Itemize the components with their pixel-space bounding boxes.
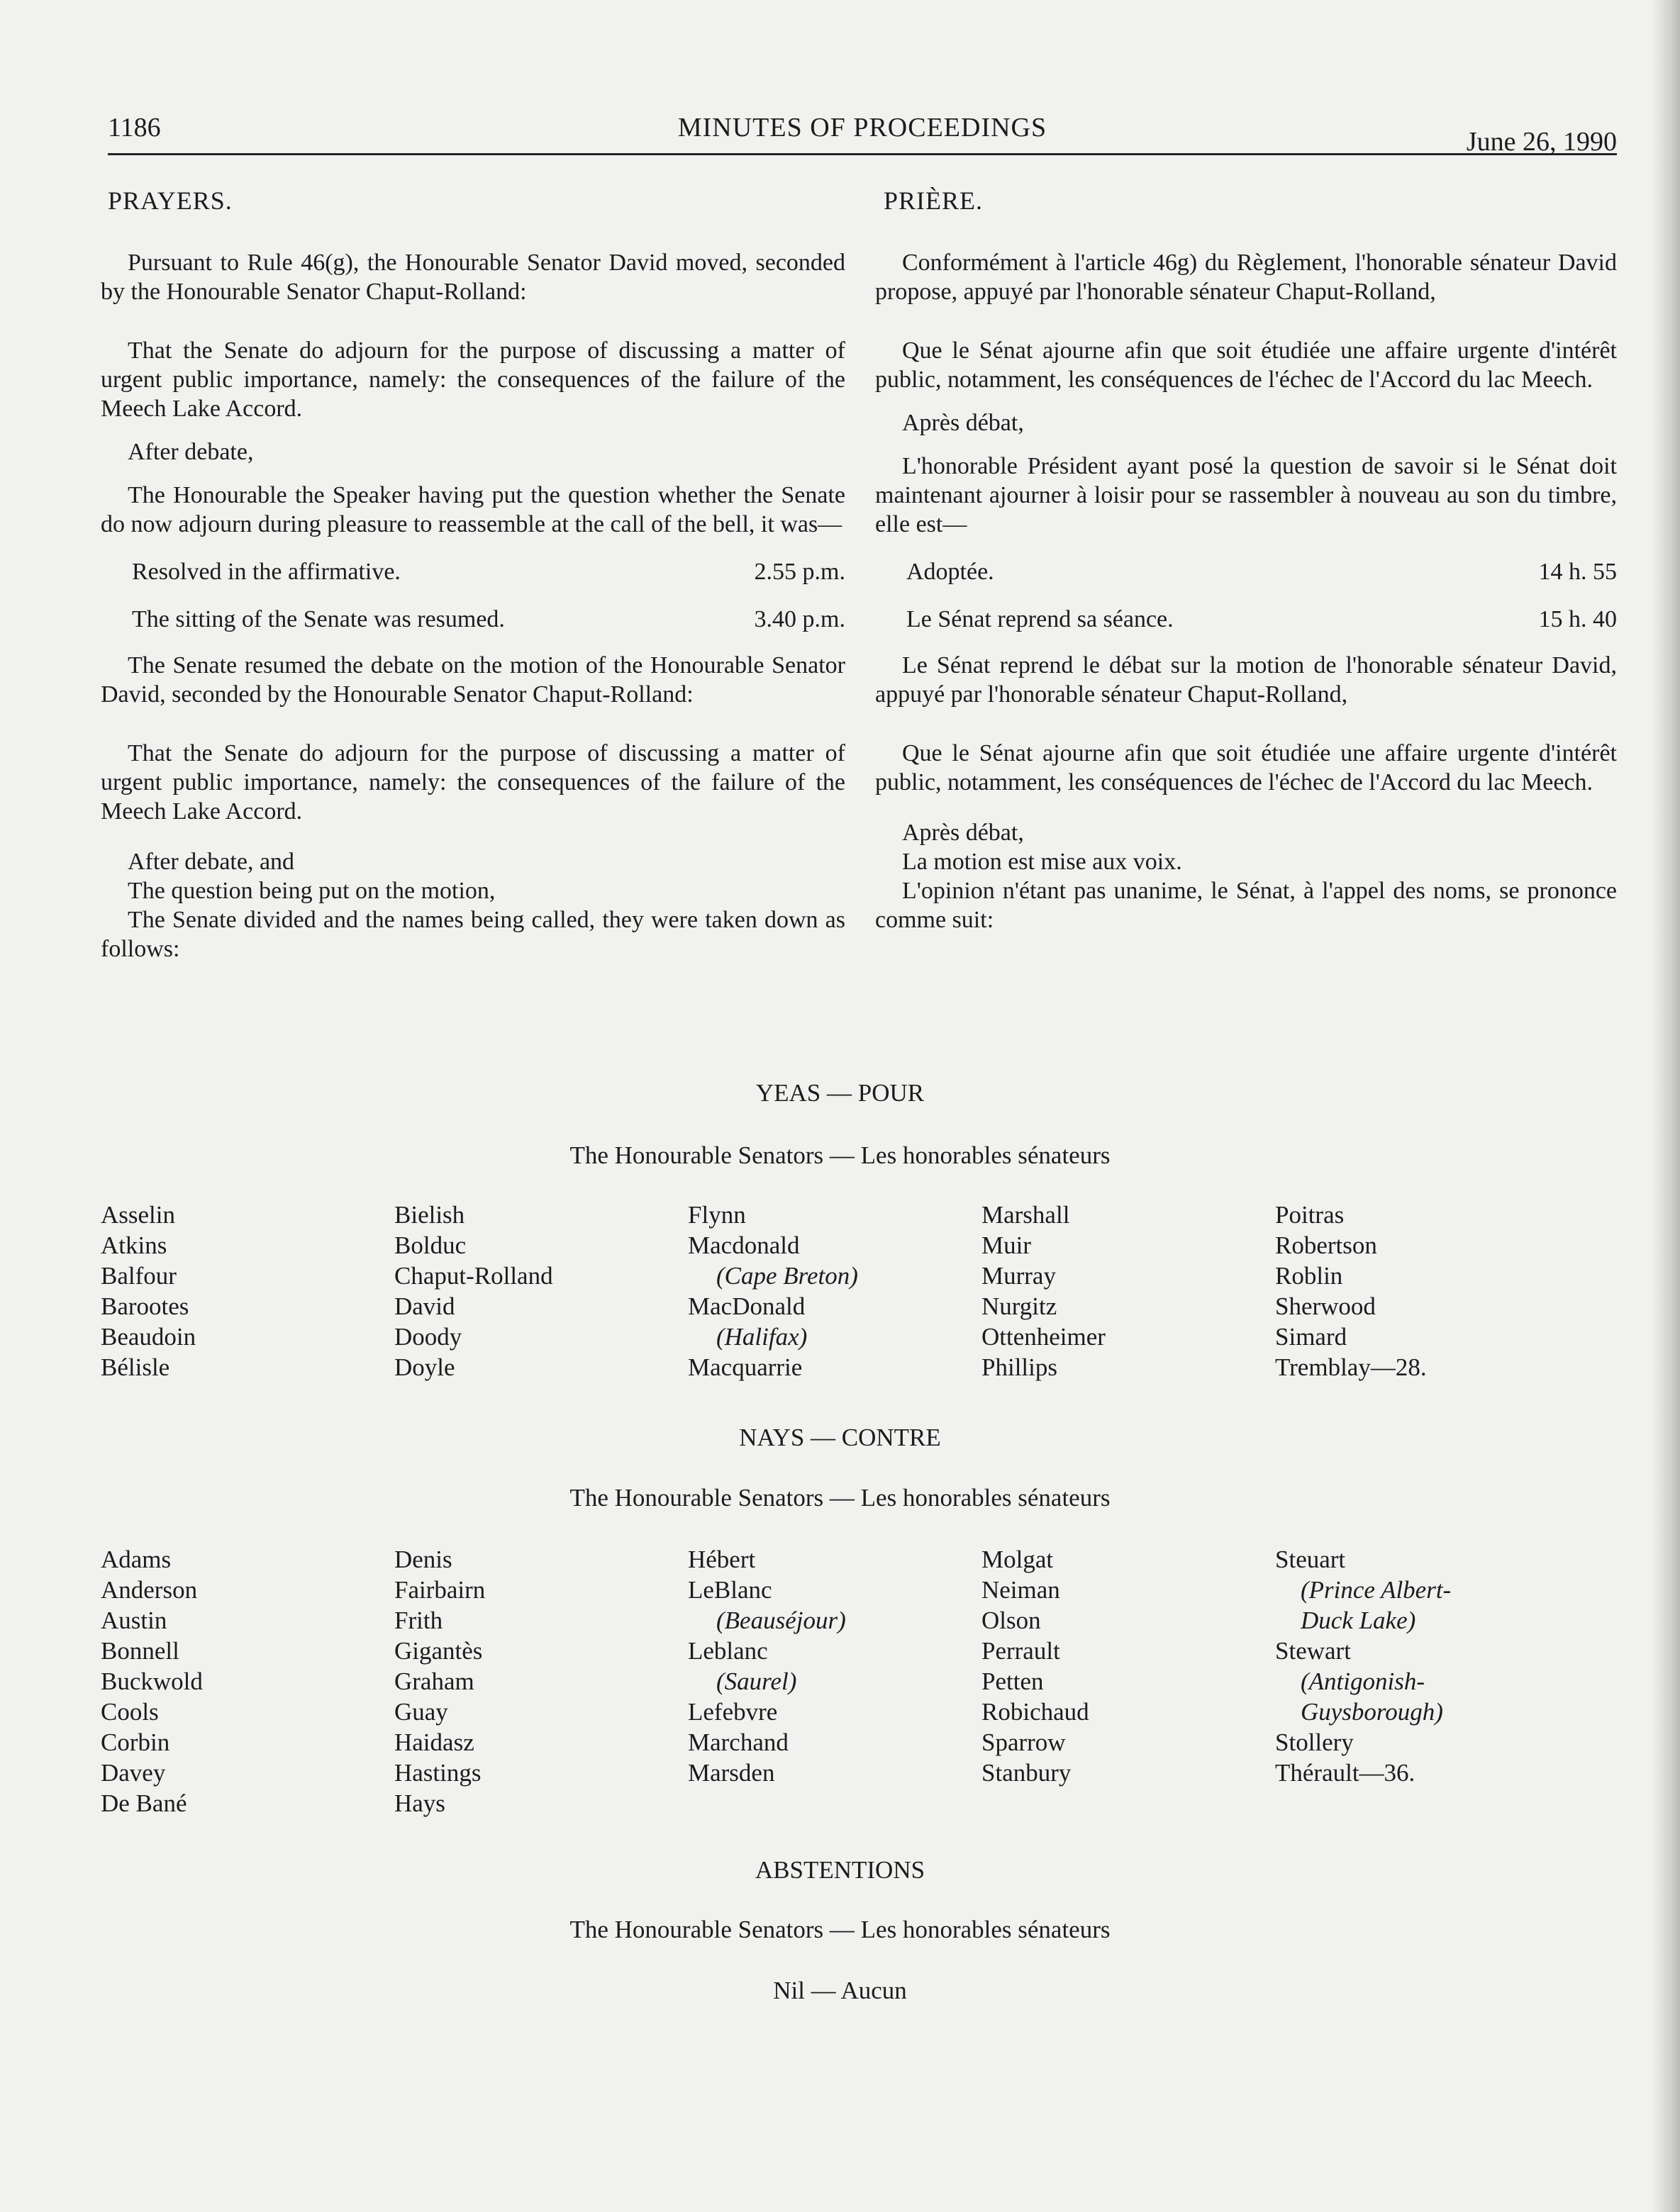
page-number: 1186 bbox=[108, 113, 161, 143]
senator-name: Olson bbox=[981, 1607, 1041, 1634]
senator-name: Petten bbox=[981, 1668, 1044, 1695]
senator-name: Atkins bbox=[101, 1231, 167, 1259]
french-heading: PRIÈRE. bbox=[884, 186, 984, 215]
yeas-title: YEAS — POUR bbox=[755, 1079, 925, 1107]
senator-name: Robertson bbox=[1275, 1231, 1377, 1259]
senator-name: Balfour bbox=[101, 1262, 177, 1290]
en-para-2: That the Senate do adjourn for the purpose of discussing a matter of urgent public importance, namely: the consequences of the failure of the Meech Lake Accord. bbox=[101, 337, 845, 422]
senator-name: Hébert bbox=[688, 1546, 756, 1573]
senator-name: Bélisle bbox=[101, 1353, 170, 1381]
fr-para-3: Après débat, bbox=[902, 410, 1024, 436]
senator-name: Adams bbox=[101, 1546, 172, 1573]
en-resolved-row bbox=[101, 557, 845, 586]
en-line-1: After debate, and bbox=[128, 849, 295, 875]
senator-name: Muir bbox=[981, 1231, 1031, 1259]
nays-title: NAYS — CONTRE bbox=[739, 1424, 941, 1451]
nays-name-grid bbox=[101, 1544, 1618, 1819]
abstentions-value: Nil — Aucun bbox=[773, 1977, 907, 2004]
nays-column-5 bbox=[1275, 1544, 1569, 1819]
fr-resumed-row bbox=[875, 605, 1617, 634]
senator-riding: Guysborough) bbox=[1301, 1698, 1443, 1726]
fr-line-1: Après débat, bbox=[902, 820, 1024, 846]
fr-line-2: La motion est mise aux voix. bbox=[902, 849, 1182, 875]
senator-name: Bielish bbox=[394, 1201, 465, 1229]
nays-column-2 bbox=[394, 1544, 688, 1819]
en-resumed: The sitting of the Senate was resumed. bbox=[132, 606, 505, 632]
senator-riding: Duck Lake) bbox=[1301, 1607, 1416, 1634]
senator-riding: (Beauséjour) bbox=[716, 1607, 846, 1634]
fr-resumed: Le Sénat reprend sa séance. bbox=[906, 606, 1174, 632]
senator-riding: (Saurel) bbox=[716, 1668, 797, 1695]
fr-para-1: Conformément à l'article 46g) du Règlement, l'honorable sénateur David propose, appuyé par l'honorable sénateur Chaput-Rolland, bbox=[875, 250, 1617, 305]
senator-name: Lefebvre bbox=[688, 1698, 778, 1726]
senator-name: Steuart bbox=[1275, 1546, 1346, 1573]
senator-name: Hays bbox=[394, 1789, 445, 1817]
senator-name: Doody bbox=[394, 1323, 462, 1351]
page-title: MINUTES OF PROCEEDINGS bbox=[677, 113, 1047, 143]
en-resolved: Resolved in the affirmative. bbox=[132, 559, 401, 585]
fr-resolved: Adoptée. bbox=[906, 559, 994, 585]
fr-para-6: Que le Sénat ajourne afin que soit étudiée une affaire urgente d'intérêt public, notamment, les conséquences de l'échec de l'Accord du lac Meech. bbox=[875, 740, 1617, 795]
senator-name: Sparrow bbox=[981, 1728, 1066, 1756]
en-line-3: The Senate divided and the names being called, they were taken down as follows: bbox=[101, 907, 845, 962]
yeas-column-1 bbox=[101, 1200, 394, 1382]
yeas-column-5 bbox=[1275, 1200, 1569, 1382]
senator-name: Haidasz bbox=[394, 1728, 474, 1756]
senator-name: Doyle bbox=[394, 1353, 455, 1381]
page-date: June 26, 1990 bbox=[1466, 127, 1617, 157]
fr-line-3: L'opinion n'étant pas unanime, le Sénat, à l'appel des noms, se prononce comme suit: bbox=[875, 878, 1617, 933]
senator-name: David bbox=[394, 1292, 455, 1320]
senator-name: Leblanc bbox=[688, 1637, 768, 1665]
senator-name: Asselin bbox=[101, 1201, 175, 1229]
senator-name: Bolduc bbox=[394, 1231, 467, 1259]
fr-resumed-time: 15 h. 40 bbox=[1538, 606, 1617, 632]
senator-name: De Bané bbox=[101, 1789, 187, 1817]
fr-para-4: L'honorable Président ayant posé la question de savoir si le Sénat doit maintenant ajourner à loisir pour se rassembler à nouveau au son du timbre, elle est— bbox=[875, 453, 1617, 537]
senator-name: Cools bbox=[101, 1698, 159, 1726]
senator-name: Fairbairn bbox=[394, 1576, 486, 1604]
senator-name: Stollery bbox=[1275, 1728, 1354, 1756]
senator-name: Perrault bbox=[981, 1637, 1060, 1665]
french-column bbox=[875, 248, 1617, 934]
senator-name: Austin bbox=[101, 1607, 167, 1634]
nays-column-1 bbox=[101, 1544, 394, 1819]
senator-name: Macquarrie bbox=[688, 1353, 803, 1381]
senator-name: Tremblay—28. bbox=[1275, 1353, 1427, 1381]
senator-name: Robichaud bbox=[981, 1698, 1089, 1726]
english-heading: PRAYERS. bbox=[108, 186, 233, 215]
senator-riding: (Cape Breton) bbox=[716, 1262, 858, 1290]
senator-name: Guay bbox=[394, 1698, 448, 1726]
nays-column-4 bbox=[981, 1544, 1275, 1819]
en-para-4: The Honourable the Speaker having put the question whether the Senate do now adjourn during pleasure to reassemble at the call of the bell, it was— bbox=[101, 482, 845, 537]
senator-name: Hastings bbox=[394, 1759, 482, 1787]
senator-name: Ottenheimer bbox=[981, 1323, 1106, 1351]
abstentions-subtitle: The Honourable Senators — Les honorables sénateurs bbox=[569, 1916, 1111, 1943]
senator-name: Molgat bbox=[981, 1546, 1054, 1573]
senator-name: Stewart bbox=[1275, 1637, 1351, 1665]
fr-para-5: Le Sénat reprend le débat sur la motion de l'honorable sénateur David, appuyé par l'honorable sénateur Chaput-Rolland, bbox=[875, 652, 1617, 708]
nays-column-3 bbox=[688, 1544, 981, 1819]
english-column bbox=[101, 248, 845, 963]
senator-name: Neiman bbox=[981, 1576, 1060, 1604]
yeas-column-2 bbox=[394, 1200, 688, 1382]
senator-name: Gigantès bbox=[394, 1637, 483, 1665]
senator-riding: (Antigonish- bbox=[1301, 1668, 1425, 1695]
senator-name: Macdonald bbox=[688, 1231, 800, 1259]
fr-resolved-time: 14 h. 55 bbox=[1538, 559, 1617, 585]
senator-name: Anderson bbox=[101, 1576, 198, 1604]
en-para-5: The Senate resumed the debate on the motion of the Honourable Senator David, seconded by the Honourable Senator Chaput-Rolland: bbox=[101, 652, 845, 708]
en-resolved-time: 2.55 p.m. bbox=[754, 559, 845, 585]
senator-name: Corbin bbox=[101, 1728, 170, 1756]
senator-name: Roblin bbox=[1275, 1262, 1343, 1290]
senator-name: Nurgitz bbox=[981, 1292, 1057, 1320]
yeas-column-3 bbox=[688, 1200, 981, 1382]
senator-name: Phillips bbox=[981, 1353, 1057, 1381]
senator-name: Denis bbox=[394, 1546, 452, 1573]
senator-name: Poitras bbox=[1275, 1201, 1345, 1229]
senator-name: Graham bbox=[394, 1668, 474, 1695]
senator-riding: (Halifax) bbox=[716, 1323, 808, 1351]
en-para-3: After debate, bbox=[128, 439, 254, 465]
fr-para-2: Que le Sénat ajourne afin que soit étudiée une affaire urgente d'intérêt public, notamment, les conséquences de l'échec de l'Accord du lac Meech. bbox=[875, 337, 1617, 393]
senator-name: Davey bbox=[101, 1759, 166, 1787]
senator-name: Sherwood bbox=[1275, 1292, 1376, 1320]
senator-name: Buckwold bbox=[101, 1668, 203, 1695]
en-line-2: The question being put on the motion, bbox=[128, 878, 496, 904]
senator-name: Marshall bbox=[981, 1201, 1070, 1229]
senator-name: Stanbury bbox=[981, 1759, 1072, 1787]
en-para-1: Pursuant to Rule 46(g), the Honourable Senator David moved, seconded by the Honourable Senator Chaput-Rolland: bbox=[101, 250, 845, 305]
en-resumed-row bbox=[101, 605, 845, 634]
abstentions-title: ABSTENTIONS bbox=[755, 1856, 925, 1884]
senator-name: Flynn bbox=[688, 1201, 746, 1229]
senator-riding: (Prince Albert- bbox=[1301, 1576, 1452, 1604]
senator-name: Murray bbox=[981, 1262, 1056, 1290]
yeas-name-grid bbox=[101, 1200, 1618, 1382]
senator-name: Bonnell bbox=[101, 1637, 179, 1665]
senator-name: Barootes bbox=[101, 1292, 189, 1320]
yeas-column-4 bbox=[981, 1200, 1275, 1382]
senator-name: Beaudoin bbox=[101, 1323, 196, 1351]
senator-name: MacDonald bbox=[688, 1292, 806, 1320]
senator-name: Chaput-Rolland bbox=[394, 1262, 553, 1290]
en-para-6: That the Senate do adjourn for the purpose of discussing a matter of urgent public importance, namely: the consequences of the failure of the Meech Lake Accord. bbox=[101, 740, 845, 825]
yeas-subtitle: The Honourable Senators — Les honorables sénateurs bbox=[569, 1141, 1111, 1169]
senator-name: Simard bbox=[1275, 1323, 1347, 1351]
fr-resolved-row bbox=[875, 557, 1617, 586]
senator-name: Thérault—36. bbox=[1275, 1759, 1415, 1787]
senator-name: LeBlanc bbox=[688, 1576, 772, 1604]
senator-name: Marchand bbox=[688, 1728, 789, 1756]
senator-name: Marsden bbox=[688, 1759, 775, 1787]
senator-name: Frith bbox=[394, 1607, 443, 1634]
page-header bbox=[108, 112, 1617, 155]
en-resumed-time: 3.40 p.m. bbox=[754, 606, 845, 632]
nays-subtitle: The Honourable Senators — Les honorables sénateurs bbox=[569, 1484, 1111, 1512]
